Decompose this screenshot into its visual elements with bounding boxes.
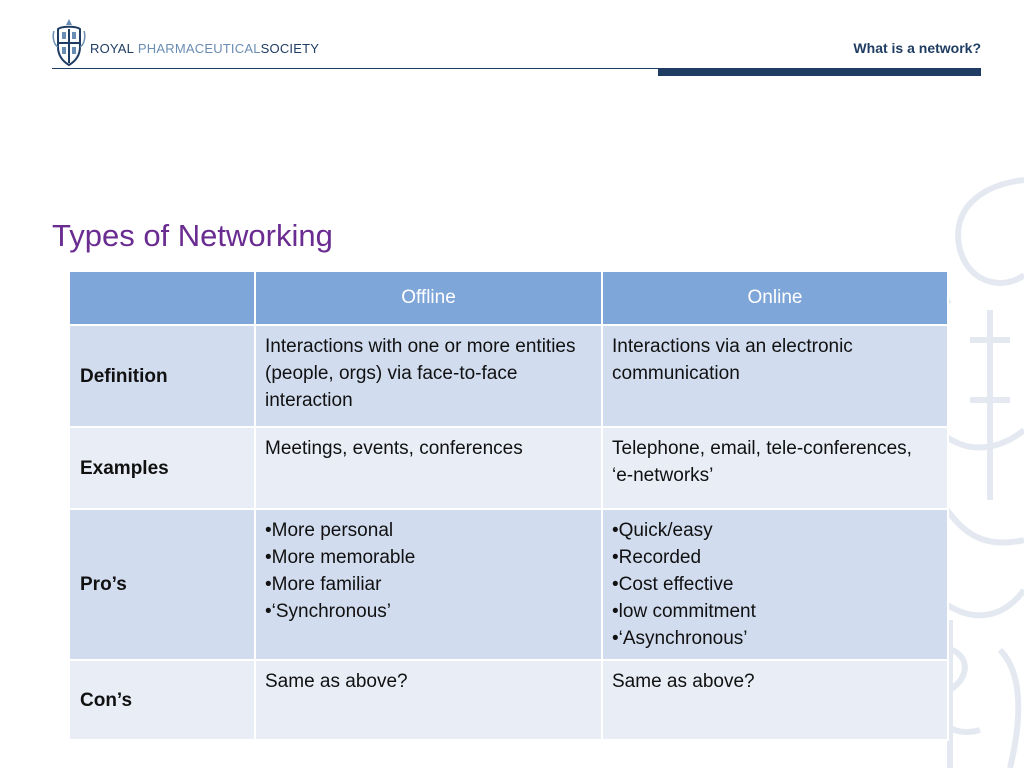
wordmark-society: SOCIETY (260, 41, 320, 56)
cell-online: Interactions via an electronic communication (602, 325, 948, 427)
list-item: •Recorded (612, 547, 702, 568)
header-cell-online: Online (602, 271, 948, 325)
section-title: What is a network? (853, 40, 981, 56)
wordmark-royal: ROYAL (90, 41, 135, 56)
cell-online: Telephone, email, tele-conferences, ‘e-networks’ (602, 427, 948, 509)
table-header-row (69, 271, 948, 325)
networking-comparison-table (68, 270, 949, 741)
cell-offline: Interactions with one or more entities (people, orgs) via face-to-face interaction (255, 325, 602, 427)
list-item: •Cost effective (612, 574, 734, 595)
wordmark-pharmaceutical: PHARMACEUTICAL (137, 41, 261, 56)
list-item: •‘Asynchronous’ (612, 628, 748, 649)
row-label: Examples (69, 427, 255, 509)
list-item: •More personal (265, 520, 394, 541)
table-row-examples (69, 427, 948, 509)
brand-logo (52, 17, 332, 67)
list-item: •‘Synchronous’ (265, 601, 391, 622)
row-label: Pro’s (69, 509, 255, 660)
list-item: •More familiar (265, 574, 382, 595)
row-label: Con’s (69, 660, 255, 740)
cell-online: Same as above? (602, 660, 948, 740)
row-label: Definition (69, 325, 255, 427)
brand-wordmark (90, 41, 319, 56)
list-item: •More memorable (265, 547, 416, 568)
list-item: •Quick/easy (612, 520, 713, 541)
cell-online-list (602, 509, 948, 660)
slide-title: Types of Networking (52, 218, 333, 253)
crest-logo-icon (52, 17, 86, 67)
header-cell-empty (69, 271, 255, 325)
table-row-pros (69, 509, 948, 660)
header-accent-bar (658, 69, 981, 76)
list-item: •low commitment (612, 601, 756, 622)
cell-offline: Meetings, events, conferences (255, 427, 602, 509)
cell-offline: Same as above? (255, 660, 602, 740)
header-cell-offline: Offline (255, 271, 602, 325)
table-row-cons (69, 660, 948, 740)
cell-offline-list (255, 509, 602, 660)
table-row-definition (69, 325, 948, 427)
